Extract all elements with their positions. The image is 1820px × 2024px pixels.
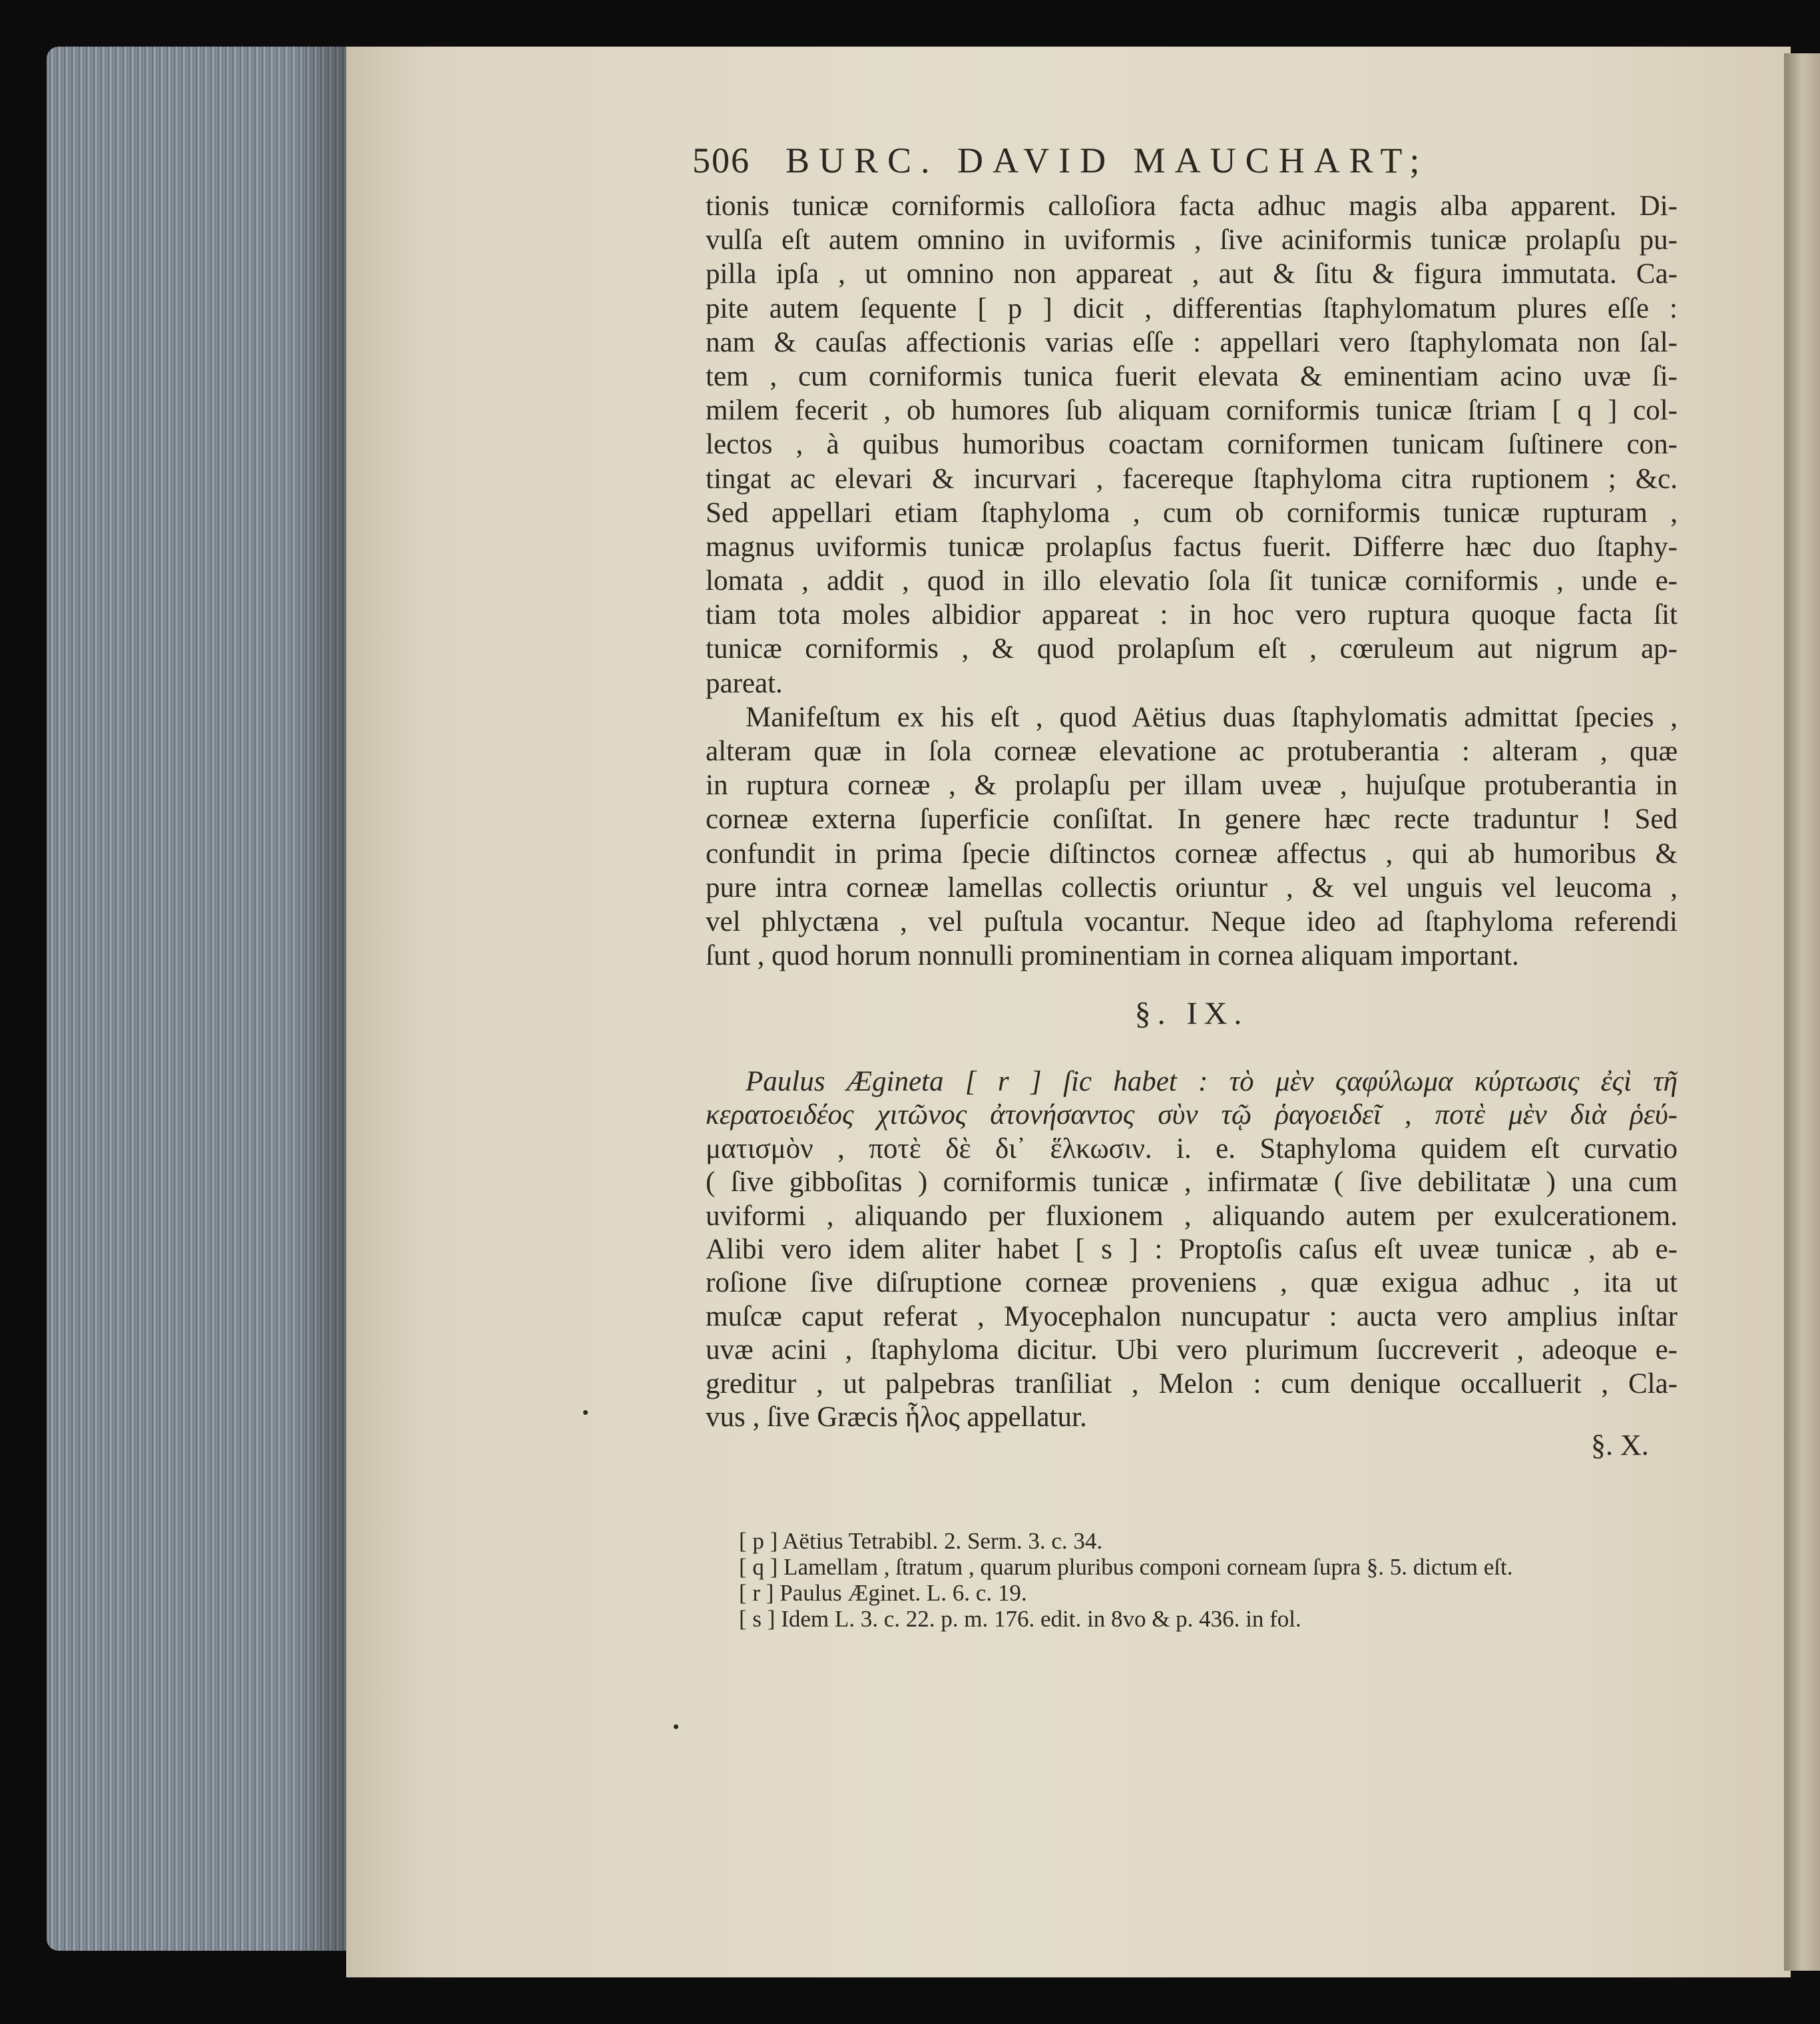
text-line: ſunt , quod horum nonnulli prominentiam in cornea aliquam important. xyxy=(706,940,1519,972)
text-line: tionis tunicæ corniformis calloſiora facta adhuc magis alba apparent. Di- xyxy=(706,190,1678,222)
section-heading: §. IX. xyxy=(1134,996,1249,1031)
text-line: tingat ac elevari & incurvari , facereque ſtaphyloma citra ruptionem ; &c. xyxy=(706,463,1678,495)
text-line: uviformi , aliquando per fluxionem , aliquando autem per exulcerationem. xyxy=(706,1200,1678,1232)
running-title: BURC. DAVID MAUCHART; xyxy=(786,140,1429,180)
footnote: [ q ] Lamellam , ſtratum , quarum pluribus componi corneam ſupra §. 5. dictum eſt. xyxy=(739,1554,1513,1580)
footnote: [ p ] Aëtius Tetrabibl. 2. Serm. 3. c. 34. xyxy=(739,1528,1103,1554)
text-line: milem fecerit , ob humores ſub aliquam corniformis tunicæ ſtriam [ q ] col- xyxy=(706,395,1678,427)
text-line: pareat. xyxy=(706,667,783,699)
text-line: in ruptura corneæ , & prolapſu per illam uveæ , hujuſque protuberantia in xyxy=(706,770,1678,802)
text-line: confundit in prima ſpecie diſtinctos corneæ affectus , qui ab humoribus & xyxy=(706,838,1678,870)
text-line: Paulus Ægineta [ r ] ſic habet : τὸ μὲν ςαφύλωμα κύρτωσις ἐςὶ τῆ xyxy=(746,1066,1678,1097)
text-line: corneæ externa ſuperficie conſiſtat. In genere hæc recte traduntur ! Sed xyxy=(706,804,1678,836)
text-line: alteram quæ in ſola corneæ elevatione ac protuberantia : alteram , quæ xyxy=(706,736,1678,767)
text-line: ματισμὸν , ποτὲ δὲ δι᾽ ἕλκωσιν. i. e. Staphyloma quidem eſt curvatio xyxy=(706,1133,1678,1164)
text-line: Alibi vero idem aliter habet [ s ] : Proptoſis caſus eſt uveæ tunicæ , ab e- xyxy=(706,1233,1678,1265)
text-line: tem , cum corniformis tunica fuerit elevata & eminentiam acino uvæ ſi- xyxy=(706,360,1678,392)
text-line: magnus uviformis tunicæ prolapſus factus fuerit. Differre hæc duo ſtaphy- xyxy=(706,531,1678,563)
catchword: §. X. xyxy=(1591,1429,1649,1461)
text-line: muſcæ caput referat , Myocephalon nuncupatur : aucta vero amplius inſtar xyxy=(706,1300,1678,1332)
page-number: 506 xyxy=(692,140,750,180)
text-line: vulſa eſt autem omnino in uviformis , ſive aciniformis tunicæ prolapſu pu- xyxy=(706,224,1678,256)
text-line: Manifeſtum ex his eſt , quod Aëtius duas ſtaphylomatis admittat ſpecies , xyxy=(746,701,1678,733)
paragraph-1 xyxy=(706,189,1678,973)
text-line: greditur , ut palpebras tranſiliat , Melon : cum denique occalluerit , Cla- xyxy=(706,1368,1678,1399)
text-line: tiam tota moles albidior appareat : in hoc vero ruptura quoque facta ſit xyxy=(706,599,1678,631)
text-line: vel phlyctæna , vel puſtula vocantur. Neque ideo ad ſtaphyloma referendi xyxy=(706,905,1678,937)
text-line: tunicæ corniformis , & quod prolapſum eſt , cœruleum aut nigrum ap- xyxy=(706,633,1678,665)
paragraph-3 xyxy=(706,1065,1678,1434)
text-line: lectos , à quibus humoribus coactam corniformen tunicam ſuſtinere con- xyxy=(706,429,1678,461)
text-line: κερατοειδέος χιτῶνος ἀτονήσαντος σὺν τῷ ῥαγοειδεῖ , ποτὲ μὲν διὰ ῥεύ- xyxy=(706,1099,1678,1131)
ink-speck xyxy=(674,1724,678,1729)
text-line: vus , ſive Græcis ἧλος appellatur. xyxy=(706,1401,1087,1433)
text-line: Sed appellari etiam ſtaphyloma , cum ob corniformis tunicæ rupturam , xyxy=(706,497,1678,529)
text-line: lomata , addit , quod in illo elevatio ſola ſit tunicæ corniformis , unde e- xyxy=(706,565,1678,597)
running-header xyxy=(692,140,1678,186)
text-line: nam & cauſas affectionis varias eſſe : appellari vero ſtaphylomata non ſal- xyxy=(706,326,1678,358)
text-line: roſione ſive diſruptione corneæ proveniens , quæ exigua adhuc , ita ut xyxy=(706,1267,1678,1299)
text-line: pilla ipſa , ut omnino non appareat , aut & ſitu & figura immutata. Ca- xyxy=(706,258,1678,290)
text-line: ( ſive gibboſitas ) corniformis tunicæ , infirmatæ ( ſive debilitatæ ) una cum xyxy=(706,1166,1678,1198)
text-line: uvæ acini , ſtaphyloma dicitur. Ubi vero plurimum ſuccreverit , adeoque e- xyxy=(706,1334,1678,1366)
footnotes xyxy=(739,1528,1678,1632)
footnote: [ r ] Paulus Æginet. L. 6. c. 19. xyxy=(739,1580,1027,1606)
text-line: pure intra corneæ lamellas collectis oriuntur , & vel unguis vel leucoma , xyxy=(706,872,1678,903)
text-line: pite autem ſequente [ p ] dicit , differentias ſtaphylomatum plures eſſe : xyxy=(706,292,1678,324)
facing-page-edge xyxy=(1784,53,1820,1971)
ink-speck xyxy=(583,1410,588,1415)
footnote: [ s ] Idem L. 3. c. 22. p. m. 176. edit. in 8vo & p. 436. in fol. xyxy=(739,1606,1301,1632)
